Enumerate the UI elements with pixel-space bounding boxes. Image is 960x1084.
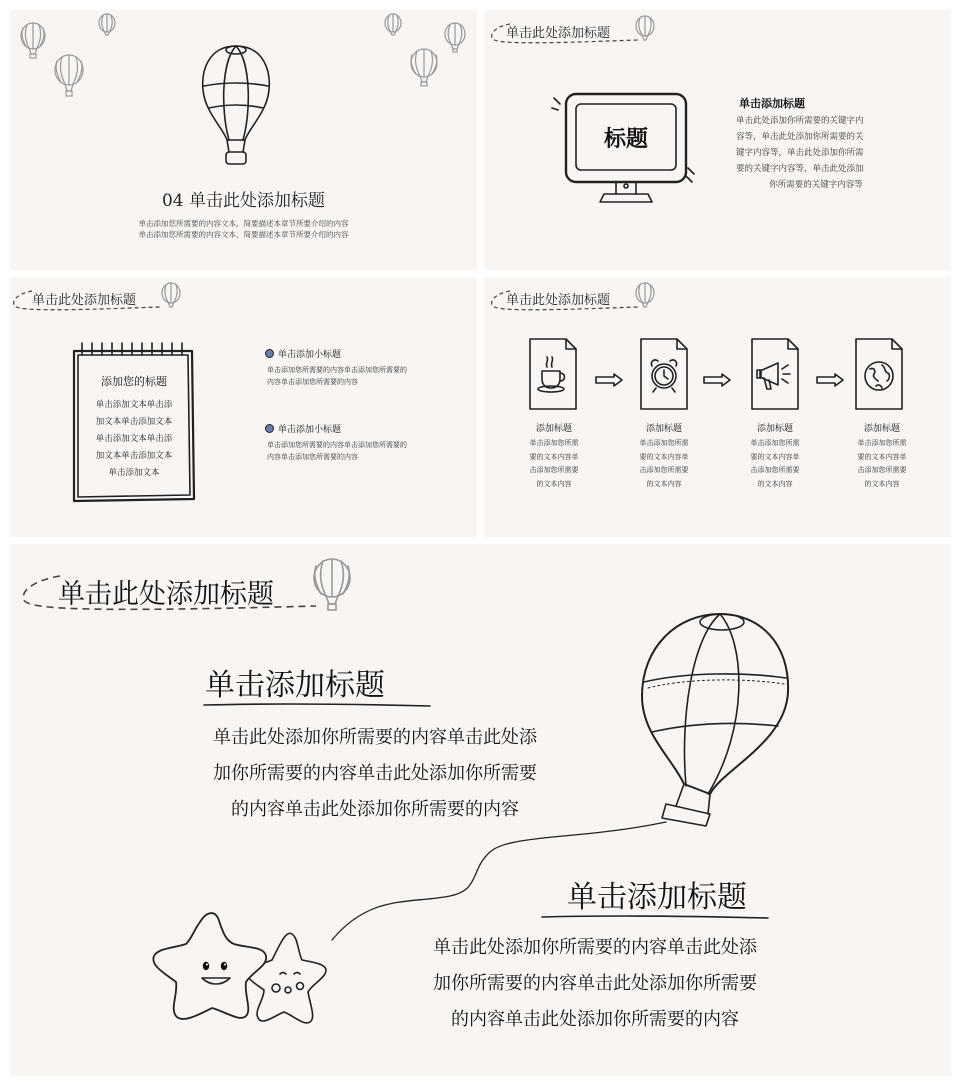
slide-header[interactable]: 单击此处添加标题	[506, 293, 611, 308]
step-line[interactable]: 要的文本内容单	[639, 452, 689, 461]
slide-header[interactable]: 单击此处添加标题	[32, 293, 137, 308]
step-card	[727, 421, 823, 491]
arrow-right-icon	[594, 373, 624, 387]
small-balloon-icon	[408, 48, 440, 92]
slide-balloon-stars[interactable]	[10, 544, 951, 1076]
small-balloon-icon	[18, 22, 48, 62]
hot-air-balloon-icon	[636, 608, 796, 828]
step-line[interactable]: 击添加您所需要	[857, 466, 907, 474]
small-balloon-icon	[52, 54, 86, 102]
step-card	[834, 421, 930, 491]
title-underline	[202, 702, 432, 708]
step-line[interactable]: 击添加您所需要	[750, 466, 800, 474]
notepad-line[interactable]: 加文本单击添加文本	[95, 451, 173, 461]
step-title[interactable]: 添加标题	[863, 424, 900, 434]
block-line[interactable]: 加你所需要的内容单击此处添加你所需要	[433, 973, 757, 994]
small-balloon-icon	[383, 14, 403, 40]
slide-notepad[interactable]	[10, 277, 477, 537]
step-line[interactable]: 单击添加您所需	[529, 439, 579, 447]
item-line[interactable]: 内容单击添加您所需要的内容	[267, 378, 358, 386]
step-card	[506, 421, 602, 491]
step-title[interactable]: 添加标题	[645, 424, 682, 434]
small-balloon-icon	[634, 16, 656, 46]
arrow-right-icon	[815, 373, 845, 387]
small-balloon-icon	[310, 558, 354, 614]
megaphone-icon	[756, 359, 794, 393]
notepad-line[interactable]: 单击添加文本	[108, 468, 160, 478]
step-card	[616, 421, 712, 491]
chapter-title[interactable]: 04 单击此处添加标题	[161, 191, 326, 211]
block-title[interactable]: 单击添加标题	[205, 668, 385, 703]
monitor-text[interactable]: 标题	[603, 127, 648, 152]
body-line[interactable]: 容等，单击此处添加你所需要的关	[736, 132, 864, 142]
small-balloon-icon	[160, 283, 182, 313]
block-line[interactable]: 加你所需要的内容单击此处添加你所需要	[213, 763, 537, 784]
step-line[interactable]: 的文本内容	[536, 479, 572, 488]
slide-header[interactable]: 单击此处添加标题	[58, 579, 274, 610]
subtitle[interactable]: 单击添加标题	[739, 97, 805, 110]
step-line[interactable]: 单击添加您所需	[750, 439, 800, 447]
body-line[interactable]: 要的关键字内容等，单击此处添加	[736, 164, 864, 174]
item-line[interactable]: 单击添加您所需要的内容单击添加您所需要的	[267, 366, 407, 374]
step-line[interactable]: 要的文本内容单	[857, 452, 907, 461]
block-line[interactable]: 的内容单击此处添加你所需要的内容	[451, 1009, 739, 1030]
step-line[interactable]: 的文本内容	[757, 479, 793, 488]
chapter-desc-line[interactable]: 单击添加您所需要的内容文本，简要描述本章节所要介绍的内容	[138, 230, 349, 239]
alarm-clock-icon	[647, 357, 681, 393]
step-title[interactable]: 添加标题	[535, 424, 572, 434]
slide-process[interactable]	[484, 277, 951, 537]
step-title[interactable]: 添加标题	[756, 424, 793, 434]
step-line[interactable]: 击添加您所需要	[639, 466, 689, 474]
bullet-dot-icon	[265, 424, 274, 433]
hot-air-balloon-icon	[199, 42, 273, 172]
notepad-title[interactable]: 添加您的标题	[101, 375, 167, 388]
monitor-icon	[554, 90, 694, 220]
body-line[interactable]: 键字内容等，单击此处添加你所需	[736, 148, 864, 158]
step-line[interactable]: 单击添加您所需	[639, 439, 689, 447]
notepad-line[interactable]: 单击添加文本单击添	[95, 434, 173, 444]
block-line[interactable]: 单击此处添加你所需要的内容单击此处添	[213, 727, 537, 748]
small-balloon-icon	[442, 22, 468, 58]
arrow-right-icon	[702, 373, 732, 387]
step-line[interactable]: 要的文本内容单	[529, 452, 579, 461]
step-line[interactable]: 击添加您所需要	[529, 466, 579, 474]
step-line[interactable]: 的文本内容	[646, 479, 682, 488]
slide-header[interactable]: 单击此处添加标题	[506, 26, 611, 41]
item-line[interactable]: 内容单击添加您所需要的内容	[267, 453, 358, 461]
step-line[interactable]: 要的文本内容单	[750, 452, 800, 461]
step-line[interactable]: 的文本内容	[864, 479, 900, 488]
step-line[interactable]: 单击添加您所需	[857, 439, 907, 447]
slide-monitor[interactable]	[484, 10, 951, 270]
notepad-line[interactable]: 加文本单击添加文本	[95, 417, 173, 427]
cartoon-stars-icon	[140, 908, 340, 1038]
bullet-dot-icon	[265, 349, 274, 358]
notepad-line[interactable]: 单击添加文本单击添	[95, 400, 173, 410]
block-title[interactable]: 单击添加标题	[567, 880, 747, 915]
coffee-cup-icon	[536, 357, 570, 393]
chapter-desc-line[interactable]: 单击添加您所需要的内容文本，简要描述本章节所要介绍的内容	[138, 219, 349, 228]
small-balloon-icon	[97, 14, 117, 42]
globe-icon	[862, 359, 896, 393]
body-line[interactable]: 你所需要的关键字内容等	[769, 180, 863, 190]
block-line[interactable]: 单击此处添加你所需要的内容单击此处添	[433, 937, 757, 958]
item-line[interactable]: 单击添加您所需要的内容单击添加您所需要的	[267, 441, 407, 449]
body-line[interactable]: 单击此处添加你所需要的关键字内	[736, 116, 864, 126]
item-title[interactable]: 单击添加小标题	[278, 350, 342, 360]
block-line[interactable]: 的内容单击此处添加你所需要的内容	[231, 799, 519, 820]
small-balloon-icon	[634, 283, 656, 313]
slide-chapter-title[interactable]	[10, 10, 477, 270]
title-underline	[540, 914, 770, 920]
item-title[interactable]: 单击添加小标题	[278, 425, 342, 435]
